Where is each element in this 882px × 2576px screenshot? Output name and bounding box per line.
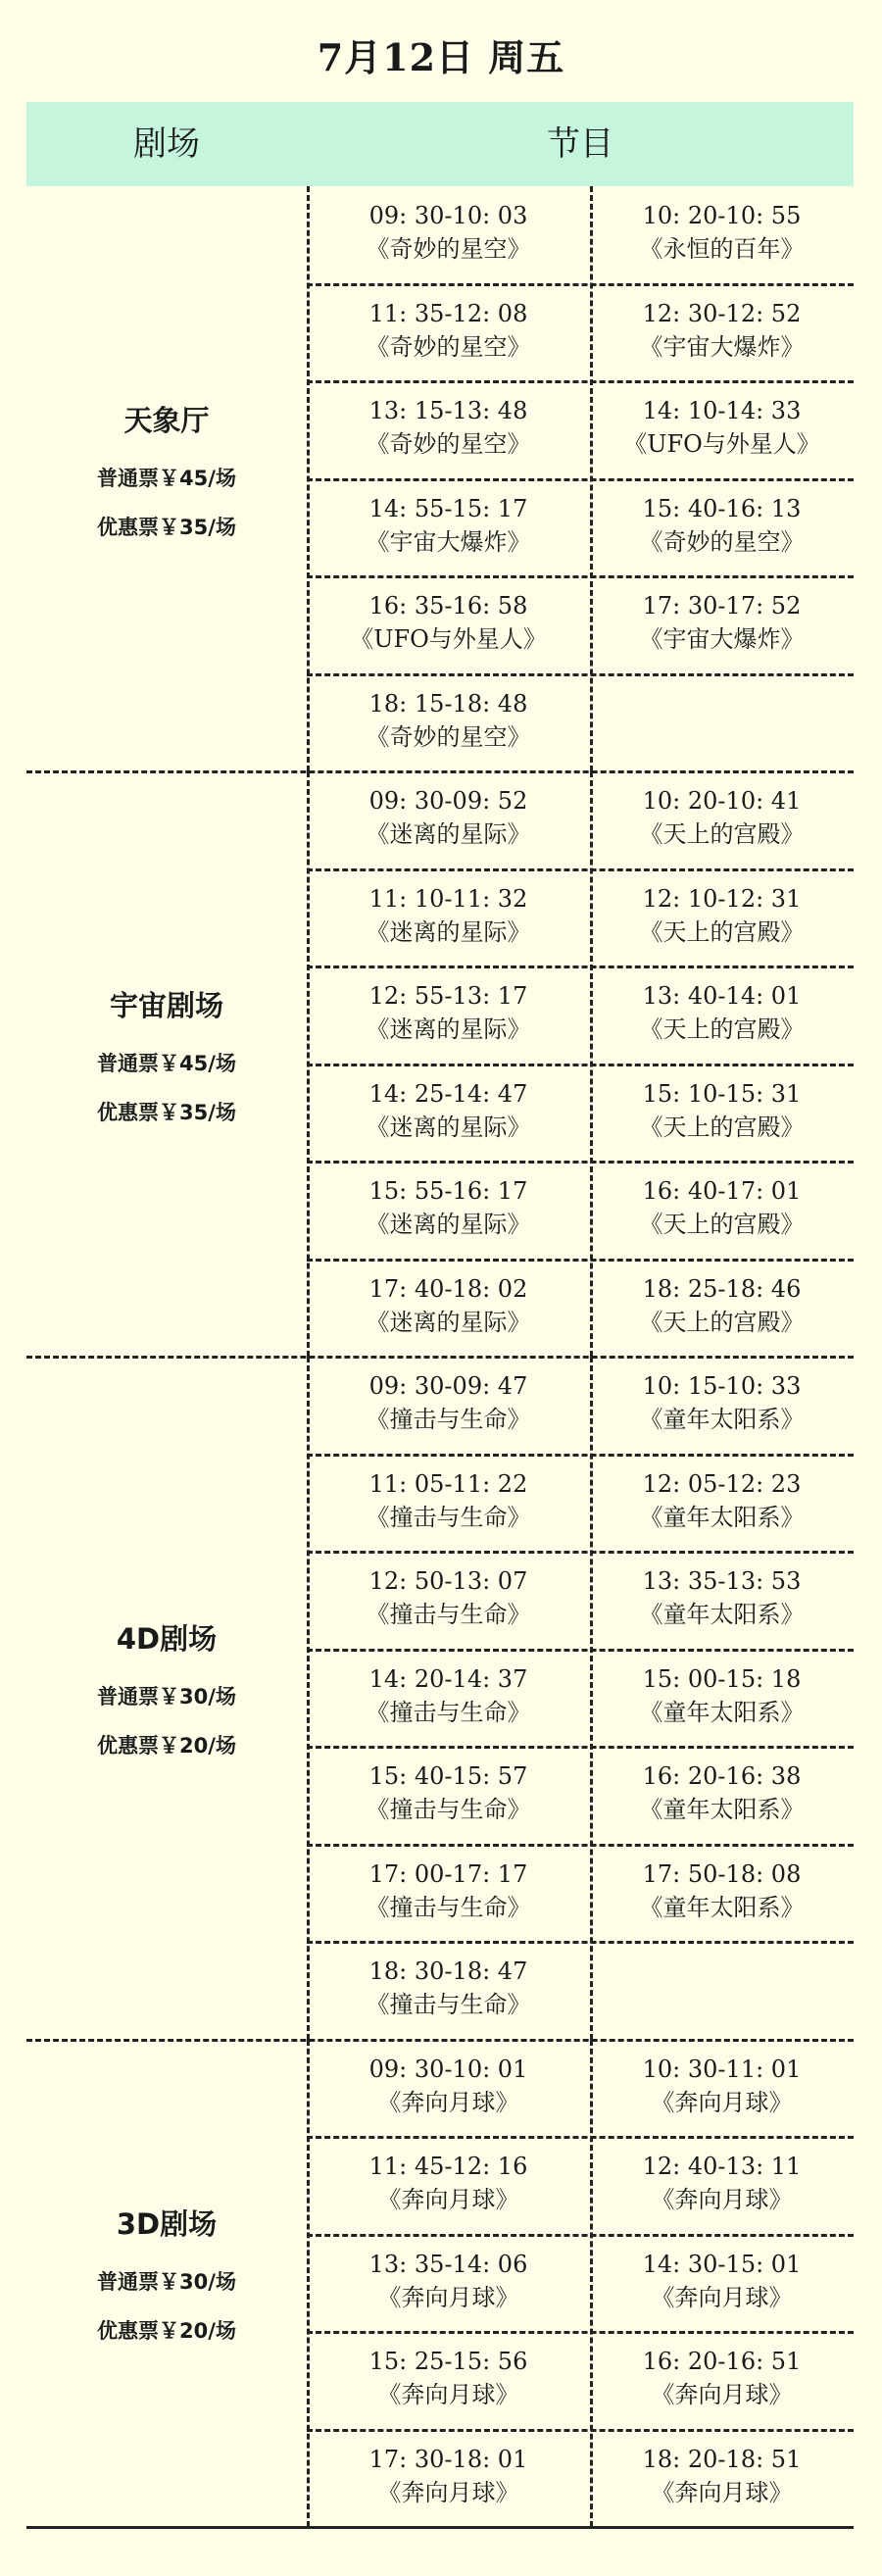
show-cell	[590, 492, 854, 559]
show-title: 《奔向月球》	[377, 2186, 519, 2213]
venue-info	[26, 986, 307, 1143]
show-time: 15: 55-16: 17	[368, 1177, 528, 1205]
show-title: 《童年太阳系》	[639, 1503, 805, 1531]
show-cell	[307, 199, 590, 266]
show-title: 《撞击与生命》	[366, 1601, 531, 1628]
show-time: 18: 25-18: 46	[642, 1274, 802, 1303]
show-title: 《天上的宫殿》	[639, 917, 805, 946]
price-label: 普通票￥45/场	[97, 1051, 236, 1075]
show-title: 《UFO与外星人》	[350, 625, 547, 653]
venue-block	[26, 186, 854, 771]
show-time: 13: 35-14: 06	[368, 2250, 528, 2278]
show-title: 《奔向月球》	[651, 2381, 793, 2408]
show-time: 11: 35-12: 08	[368, 299, 528, 327]
show-title: 《童年太阳系》	[639, 1796, 805, 1823]
show-cell	[590, 1858, 854, 1924]
show-cell	[307, 1564, 590, 1631]
show-time: 09: 30-09: 52	[368, 787, 528, 815]
row-divider	[307, 1649, 854, 1652]
price-label: 优惠票￥35/场	[97, 515, 236, 539]
row-divider	[307, 2331, 854, 2334]
show-title: 《迷离的星际》	[366, 917, 531, 946]
venue-info	[26, 2204, 307, 2361]
show-cell	[590, 394, 854, 461]
show-title: 《童年太阳系》	[639, 1406, 805, 1433]
show-title: 《天上的宫殿》	[639, 1016, 805, 1043]
show-time: 13: 35-13: 53	[642, 1567, 802, 1595]
venue-name: 4D剧场	[116, 1622, 218, 1657]
show-cell	[307, 2053, 590, 2119]
show-cell	[307, 2443, 590, 2509]
row-divider	[307, 2429, 854, 2432]
show-title: 《童年太阳系》	[639, 1601, 805, 1628]
row-divider	[307, 966, 854, 968]
show-time: 12: 50-13: 07	[368, 1567, 528, 1595]
venue-block	[26, 1357, 854, 2040]
page-title: 7月12日 周五	[317, 35, 565, 79]
show-cell	[307, 2248, 590, 2314]
show-title: 《宇宙大爆炸》	[366, 527, 531, 556]
show-cell	[590, 979, 854, 1046]
venue-name: 天象厅	[123, 403, 210, 437]
show-time: 17: 30-18: 01	[368, 2445, 528, 2473]
row-divider	[307, 380, 854, 383]
venue-block	[26, 2040, 854, 2528]
show-title: 《奔向月球》	[651, 2478, 793, 2506]
show-title: 《奇妙的星空》	[366, 430, 531, 458]
show-time: 09: 30-09: 47	[368, 1372, 528, 1400]
show-cell	[590, 1759, 854, 1826]
show-cell	[307, 1759, 590, 1826]
show-time: 12: 05-12: 23	[642, 1469, 802, 1498]
show-title: 《迷离的星际》	[366, 1211, 531, 1238]
show-title: 《天上的宫殿》	[639, 820, 805, 848]
row-divider	[307, 1161, 854, 1164]
show-time: 15: 25-15: 56	[368, 2348, 528, 2375]
row-divider	[307, 478, 854, 481]
show-title: 《永恒的百年》	[639, 235, 805, 263]
row-divider	[307, 1064, 854, 1066]
venue-name: 宇宙剧场	[109, 988, 223, 1022]
show-time: 16: 35-16: 58	[368, 592, 528, 619]
price-label: 普通票￥30/场	[97, 1685, 236, 1709]
show-title: 《宇宙大爆炸》	[639, 625, 805, 653]
show-time: 11: 05-11: 22	[368, 1469, 528, 1498]
show-time: 12: 40-13: 11	[642, 2153, 802, 2180]
show-title: 《撞击与生命》	[366, 1406, 531, 1433]
show-cell	[307, 1467, 590, 1534]
show-time: 16: 20-16: 51	[642, 2348, 802, 2375]
show-cell	[307, 1272, 590, 1339]
row-divider	[307, 1551, 854, 1554]
row-divider	[307, 1454, 854, 1457]
show-cell	[307, 394, 590, 461]
row-divider	[307, 1844, 854, 1847]
row-divider	[307, 2234, 854, 2237]
show-title: 《宇宙大爆炸》	[639, 332, 805, 361]
show-time: 16: 20-16: 38	[642, 1762, 802, 1790]
header-venue: 剧场	[133, 124, 200, 164]
show-cell	[590, 1369, 854, 1436]
show-time: 12: 30-12: 52	[642, 299, 802, 327]
show-cell	[590, 2345, 854, 2411]
show-cell	[590, 1662, 854, 1729]
show-time: 14: 25-14: 47	[368, 1079, 528, 1108]
table-bottom-border	[26, 2526, 854, 2529]
show-time: 14: 20-14: 37	[368, 1664, 528, 1693]
show-title: 《奔向月球》	[377, 2478, 519, 2506]
show-cell	[590, 882, 854, 949]
show-title: 《奇妙的星空》	[366, 332, 531, 361]
show-cell	[307, 1077, 590, 1144]
show-cell	[307, 492, 590, 559]
show-title: 《奇妙的星空》	[366, 235, 531, 263]
show-cell	[590, 1174, 854, 1241]
show-title: 《童年太阳系》	[639, 1698, 805, 1726]
show-title: 《撞击与生命》	[366, 1893, 531, 1921]
row-divider	[307, 1746, 854, 1749]
price-label: 普通票￥30/场	[97, 2270, 236, 2295]
show-cell	[590, 297, 854, 364]
show-time: 11: 10-11: 32	[368, 884, 528, 913]
show-title: 《撞击与生命》	[366, 1503, 531, 1531]
show-time: 11: 45-12: 16	[368, 2153, 528, 2180]
show-title: 《奇妙的星空》	[366, 722, 531, 751]
price-label: 优惠票￥20/场	[97, 2319, 236, 2344]
show-time: 15: 10-15: 31	[642, 1079, 802, 1108]
show-cell	[307, 297, 590, 364]
show-title: 《天上的宫殿》	[639, 1308, 805, 1336]
show-title: 《奔向月球》	[651, 2186, 793, 2213]
show-time: 13: 15-13: 48	[368, 397, 528, 424]
show-time: 14: 55-15: 17	[368, 494, 528, 522]
show-cell	[590, 2443, 854, 2509]
price-label: 普通票￥45/场	[97, 466, 236, 490]
show-cell	[307, 1858, 590, 1924]
row-divider	[307, 868, 854, 871]
show-title: 《天上的宫殿》	[639, 1113, 805, 1141]
show-time: 17: 50-18: 08	[642, 1859, 802, 1888]
show-cell	[590, 2150, 854, 2216]
show-title: 《迷离的星际》	[366, 820, 531, 848]
show-time: 15: 40-16: 13	[642, 494, 802, 522]
header-program: 节目	[547, 124, 613, 164]
show-time: 18: 30-18: 47	[368, 1957, 528, 1985]
show-title: 《迷离的星际》	[366, 1113, 531, 1141]
show-cell	[590, 2248, 854, 2314]
row-divider	[307, 1941, 854, 1944]
show-cell	[307, 1174, 590, 1241]
row-divider	[307, 673, 854, 676]
show-cell	[307, 2345, 590, 2411]
show-cell	[307, 784, 590, 851]
show-cell	[307, 1955, 590, 2021]
row-divider	[307, 1259, 854, 1262]
show-cell	[307, 2150, 590, 2216]
show-title: 《奇妙的星空》	[639, 527, 805, 556]
show-title: 《奔向月球》	[651, 2088, 793, 2116]
show-cell	[590, 1077, 854, 1144]
show-title: 《天上的宫殿》	[639, 1211, 805, 1238]
show-title: 《奔向月球》	[377, 2381, 519, 2408]
show-time: 12: 55-13: 17	[368, 982, 528, 1010]
show-cell	[307, 1369, 590, 1436]
venue-info	[26, 1619, 307, 1776]
venue-block	[26, 771, 854, 1357]
row-divider	[307, 2136, 854, 2139]
show-cell	[307, 589, 590, 656]
show-time: 13: 40-14: 01	[642, 982, 802, 1010]
show-time: 17: 00-17: 17	[368, 1859, 528, 1888]
show-title: 《UFO与外星人》	[623, 430, 820, 458]
show-cell	[590, 589, 854, 656]
row-divider	[307, 283, 854, 286]
show-time: 15: 40-15: 57	[368, 1762, 528, 1790]
show-time: 15: 00-15: 18	[642, 1664, 802, 1693]
show-cell	[590, 784, 854, 851]
show-time: 09: 30-10: 01	[368, 2055, 528, 2083]
show-cell	[307, 1662, 590, 1729]
table-header	[26, 102, 854, 186]
show-time: 10: 20-10: 55	[642, 202, 802, 229]
show-title: 《奔向月球》	[377, 2088, 519, 2116]
show-title: 《撞击与生命》	[366, 1991, 531, 2018]
price-label: 优惠票￥20/场	[97, 1734, 236, 1759]
price-label: 优惠票￥35/场	[97, 1100, 236, 1124]
show-cell	[590, 1467, 854, 1534]
show-title: 《童年太阳系》	[639, 1893, 805, 1921]
show-cell	[307, 979, 590, 1046]
show-time: 10: 15-10: 33	[642, 1372, 802, 1400]
show-cell	[590, 1564, 854, 1631]
show-time: 16: 40-17: 01	[642, 1177, 802, 1205]
show-cell	[307, 687, 590, 754]
venue-info	[26, 401, 307, 558]
show-time: 10: 30-11: 01	[642, 2055, 802, 2083]
show-title: 《奔向月球》	[377, 2283, 519, 2311]
show-time: 17: 30-17: 52	[642, 592, 802, 619]
show-time: 18: 15-18: 48	[368, 689, 528, 718]
show-cell	[307, 882, 590, 949]
show-title: 《撞击与生命》	[366, 1796, 531, 1823]
show-time: 14: 10-14: 33	[642, 397, 802, 424]
show-time: 14: 30-15: 01	[642, 2250, 802, 2278]
show-cell	[590, 199, 854, 266]
show-title: 《迷离的星际》	[366, 1308, 531, 1336]
show-time: 10: 20-10: 41	[642, 787, 802, 815]
show-title: 《撞击与生命》	[366, 1698, 531, 1726]
show-time: 17: 40-18: 02	[368, 1274, 528, 1303]
show-title: 《奔向月球》	[651, 2283, 793, 2311]
venue-name: 3D剧场	[116, 2207, 218, 2242]
show-title: 《迷离的星际》	[366, 1016, 531, 1043]
show-cell	[590, 1272, 854, 1339]
show-time: 12: 10-12: 31	[642, 884, 802, 913]
show-time: 09: 30-10: 03	[368, 202, 528, 229]
row-divider	[307, 575, 854, 578]
show-cell	[590, 2053, 854, 2119]
show-time: 18: 20-18: 51	[642, 2445, 802, 2473]
